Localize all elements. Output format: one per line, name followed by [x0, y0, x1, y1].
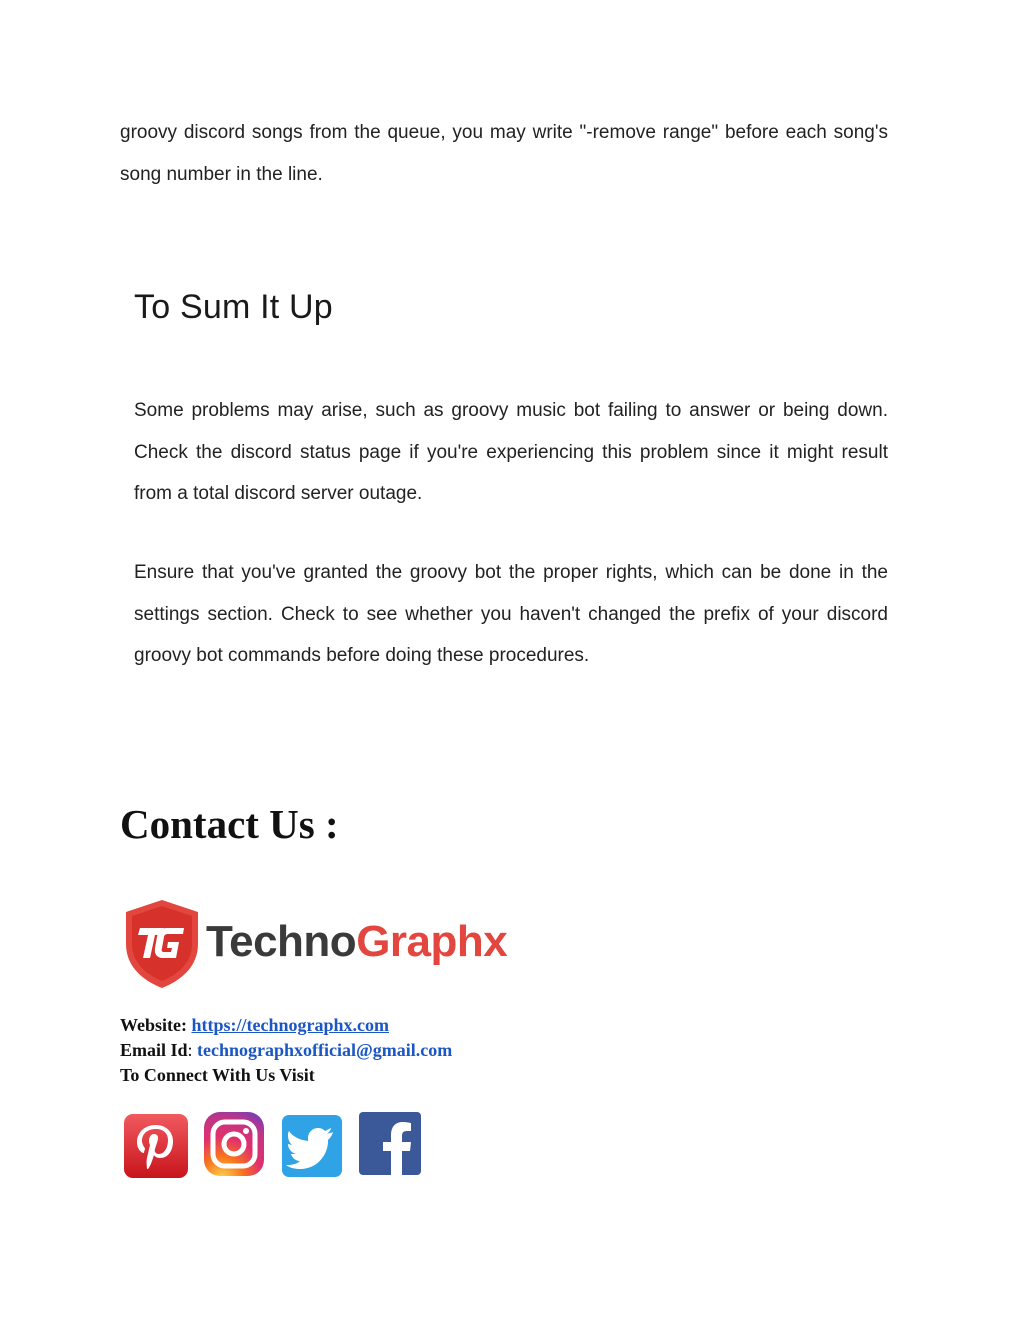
summary-paragraph-1: Some problems may arise, such as groovy music bot failing to answer or being down. Check the discord status page if you're experiencing this problem since it might result from a total discord server outage.	[134, 400, 888, 504]
website-link[interactable]: https://technographx.com	[191, 1015, 389, 1035]
website-line	[120, 1013, 389, 1037]
website-label: Website:	[120, 1015, 187, 1035]
shield-logo-icon	[124, 898, 200, 990]
contact-heading: Contact Us :	[120, 801, 339, 847]
instagram-icon[interactable]	[203, 1109, 265, 1179]
email-link[interactable]: technographxofficial@gmail.com	[197, 1040, 453, 1060]
email-line	[120, 1038, 452, 1062]
email-separator: :	[187, 1040, 193, 1060]
facebook-icon[interactable]	[358, 1111, 422, 1176]
summary-paragraph-2: Ensure that you've granted the groovy bot the proper rights, which can be done in the settings section. Check to see whether you haven't changed the prefix of your discord groovy bot commands before doing these procedures.	[134, 562, 888, 666]
logo-wordmark-techno: Techno	[206, 917, 357, 966]
email-label: Email Id	[120, 1040, 188, 1060]
twitter-icon[interactable]	[281, 1114, 343, 1178]
summary-heading: To Sum It Up	[134, 288, 333, 326]
connect-text: To Connect With Us Visit	[120, 1065, 315, 1085]
technographx-logo	[124, 898, 508, 990]
pinterest-icon[interactable]	[123, 1113, 189, 1179]
logo-wordmark	[206, 914, 507, 970]
logo-wordmark-graphx: Graphx	[356, 917, 508, 966]
intro-paragraph: groovy discord songs from the queue, you may write "-remove range" before each song's song number in the line.	[120, 122, 888, 185]
